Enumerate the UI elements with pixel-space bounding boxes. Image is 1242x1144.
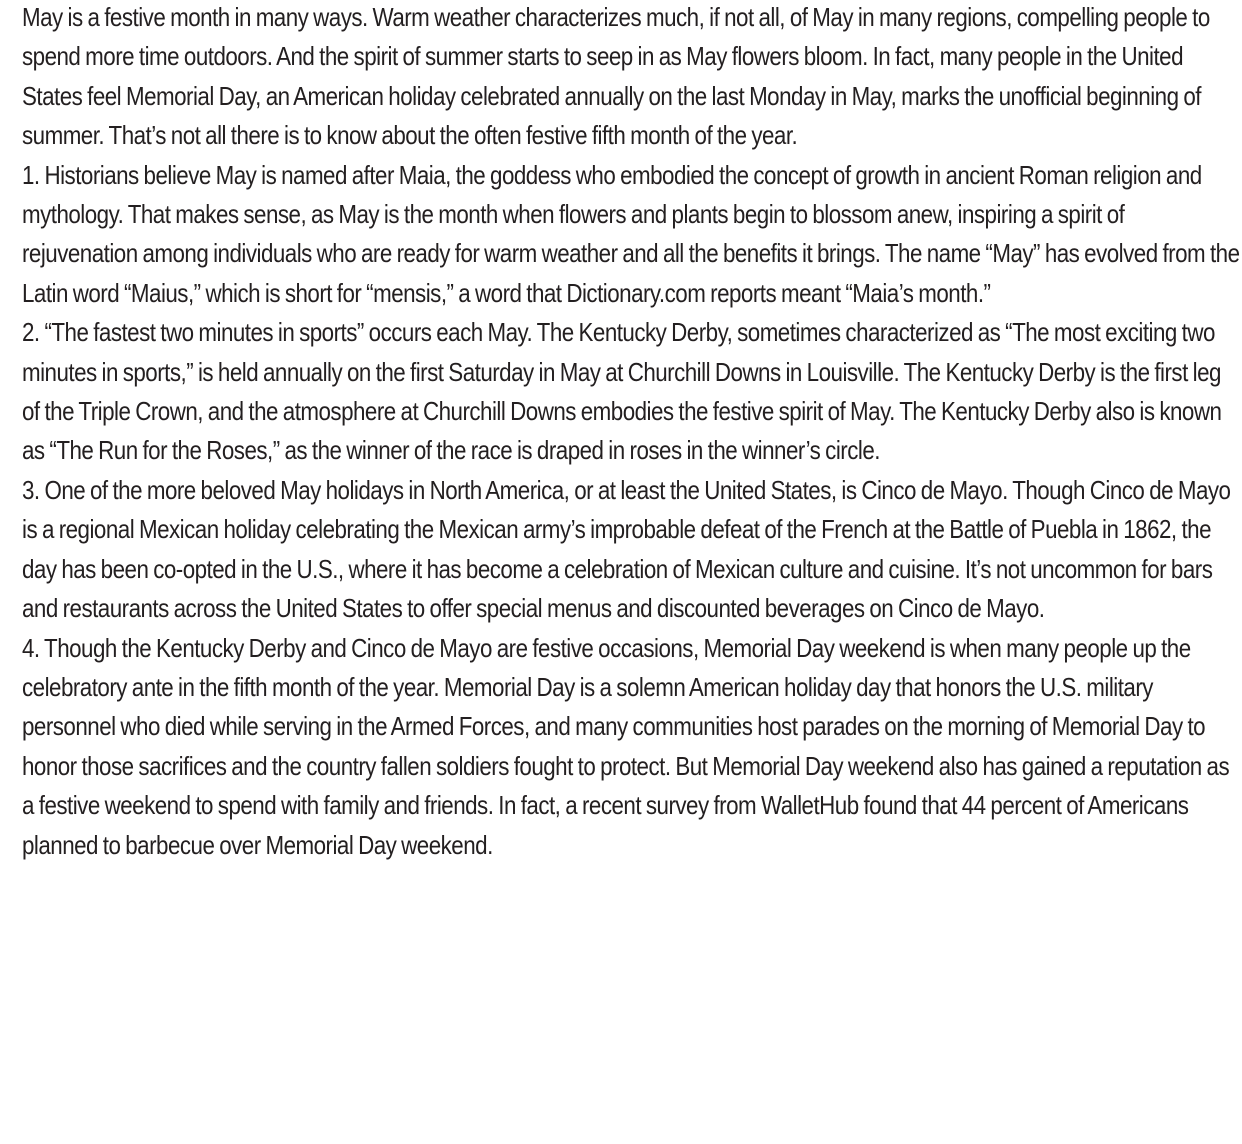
list-item-4: 4. Though the Kentucky Derby and Cinco de Mayo are festive occasions, Memorial Day weekend is when many people up the celebratory ante in the fifth month of the year. Memorial Day is a solemn American holiday day that honors the U.S. military personnel who died while serving in the Armed Forces, and many communities host parades on the morning of Memorial Day to honor those sacrifices and the country fallen soldiers fought to protect. But Memorial Day weekend also has gained a reputation as a festive weekend to spend with family and friends. In fact, a recent survey from WalletHub found that 44 percent of Americans planned to barbecue over Memorial Day weekend.	[22, 632, 1230, 860]
list-item-1: 1. Historians believe May is named after Maia, the goddess who embodied the concept of growth in ancient Roman religion and mythology. That makes sense, as May is the month when flowers and plants begin to blossom anew, inspiring a spirit of rejuvenation among individuals who are ready for warm weather and all the benefits it brings. The name “May” has evolved from the Latin word “Maius,” which is short for “mensis,” a word that Dictionary.com reports meant “Maia’s month.”	[22, 159, 1240, 308]
list-item-3: 3. One of the more beloved May holidays in North America, or at least the United States, is Cinco de Mayo. Though Cinco de Mayo is a regional Mexican holiday celebrating the Mexican army’s improbable defeat of the French at the Battle of Puebla in 1862, the day has been co-opted in the U.S., where it has become a celebration of Mexican culture and cuisine. It’s not uncommon for bars and restaurants across the United States to offer special menus and discounted beverages on Cinco de Mayo.	[22, 474, 1231, 624]
list-item-2: 2. “The fastest two minutes in sports” occurs each May. The Kentucky Derby, sometimes characterized as “The most exciting two minutes in sports,” is held annually on the first Saturday in May at Churchill Downs in Louisville. The Kentucky Derby is the first leg of the Triple Crown, and the atmosphere at Churchill Downs embodies the festive spirit of May. The Kentucky Derby also is known as “The Run for the Roses,” as the winner of the race is draped in roses in the winner’s circle.	[22, 317, 1222, 466]
intro-paragraph: May is a festive month in many ways. Warm weather characterizes much, if not all, of May in many regions, compelling people to spend more time outdoors. And the spirit of summer starts to seep in as May flowers bloom. In fact, many people in the United States feel Memorial Day, an American holiday celebrated annually on the last Monday in May, marks the unofficial beginning of summer. That’s not all there is to know about the often festive fifth month of the year.	[22, 2, 1210, 151]
article-body	[22, 0, 1240, 865]
